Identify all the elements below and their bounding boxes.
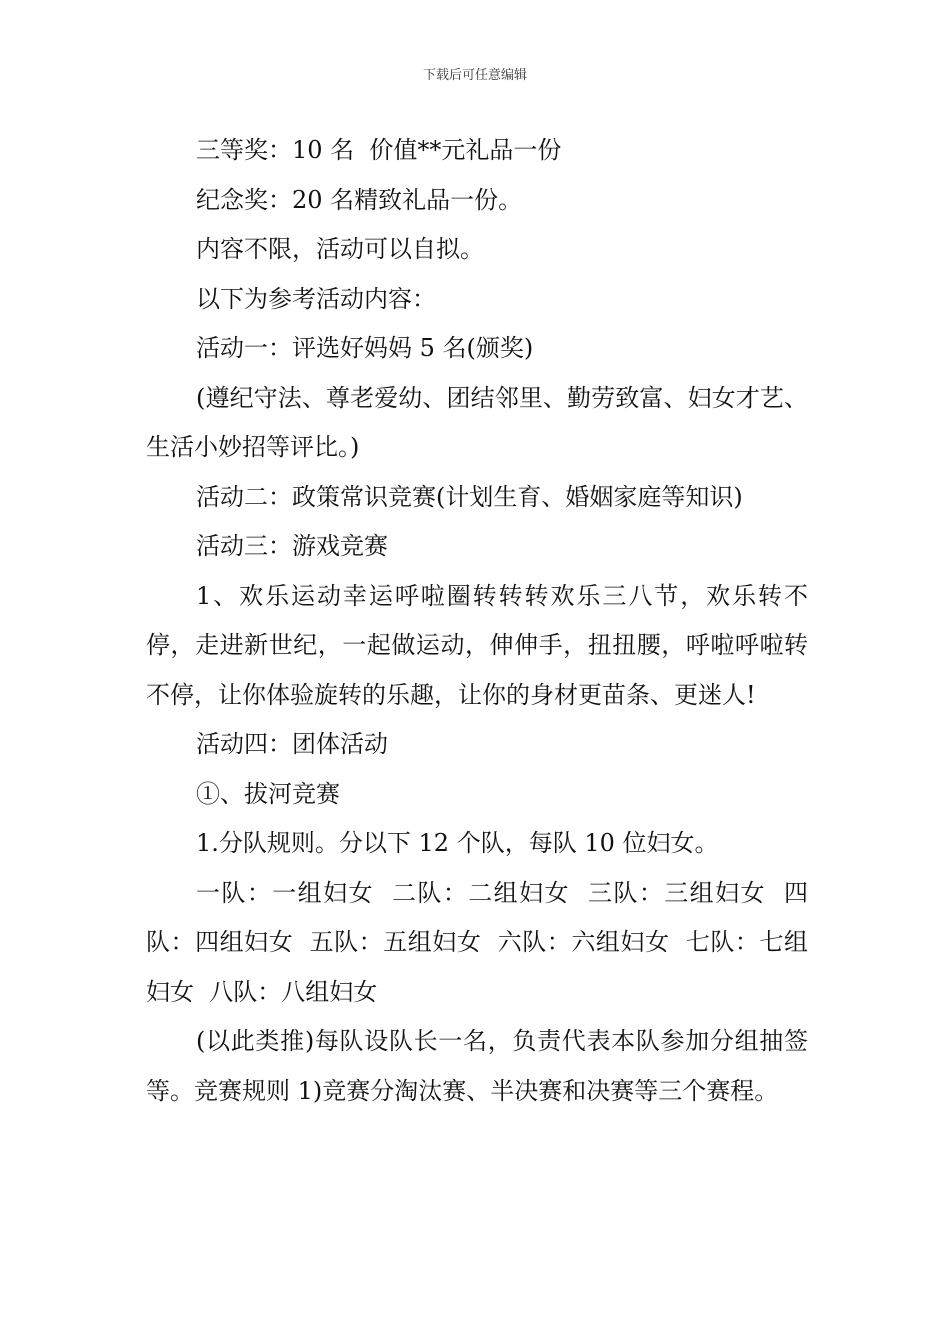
paragraph-activity-four: 活动四：团体活动 bbox=[196, 730, 388, 758]
page-header: 下载后可任意编辑 bbox=[422, 68, 527, 83]
paragraph-activity-three: 活动三：游戏竞赛 bbox=[196, 532, 388, 560]
paragraph-competition-rules: (以此类推)每队设队长一名，负责代表本队参加分组抽签等。竞赛规则 1)竞赛分淘汰赛、半决赛和决赛等三个赛程。 bbox=[146, 1027, 808, 1105]
paragraph-content-unlimited: 内容不限，活动可以自拟。 bbox=[196, 235, 484, 263]
paragraph-team-list: 一队：一组妇女 二队：二组妇女 三队：三组妇女 四队：四组妇女 五队：五组妇女 六队：六组妇女 七队：七组妇女 八队：八组妇女 bbox=[146, 878, 808, 1006]
paragraph-souvenir-prize: 纪念奖：20 名精致礼品一份。 bbox=[196, 185, 523, 214]
paragraph-hula-hoop: 1、欢乐运动幸运呼啦圈转转转欢乐三八节，欢乐转不停，走进新世纪，一起做运动，伸伸手，扭扭腰，呼啦呼啦转不停，让你体验旋转的乐趣，让你的身材更苗条、更迷人! bbox=[146, 581, 808, 709]
document-body bbox=[146, 126, 808, 1116]
paragraph-activity-one-criteria: (遵纪守法、尊老爱幼、团结邻里、勤劳致富、妇女才艺、生活小妙招等评比。) bbox=[146, 383, 808, 461]
paragraph-activity-one: 活动一：评选好妈妈 5 名(颁奖) bbox=[196, 334, 534, 362]
paragraph-reference-intro: 以下为参考活动内容： bbox=[196, 284, 436, 313]
paragraph-activity-two: 活动二：政策常识竞赛(计划生育、婚姻家庭等知识) bbox=[196, 482, 743, 511]
paragraph-team-rules: 1.分队规则。分以下 12 个队，每队 10 位妇女。 bbox=[196, 829, 719, 857]
paragraph-tug-of-war: ①、拔河竞赛 bbox=[196, 779, 340, 808]
paragraph-third-prize: 三等奖：10 名 价值**元礼品一份 bbox=[196, 136, 562, 164]
